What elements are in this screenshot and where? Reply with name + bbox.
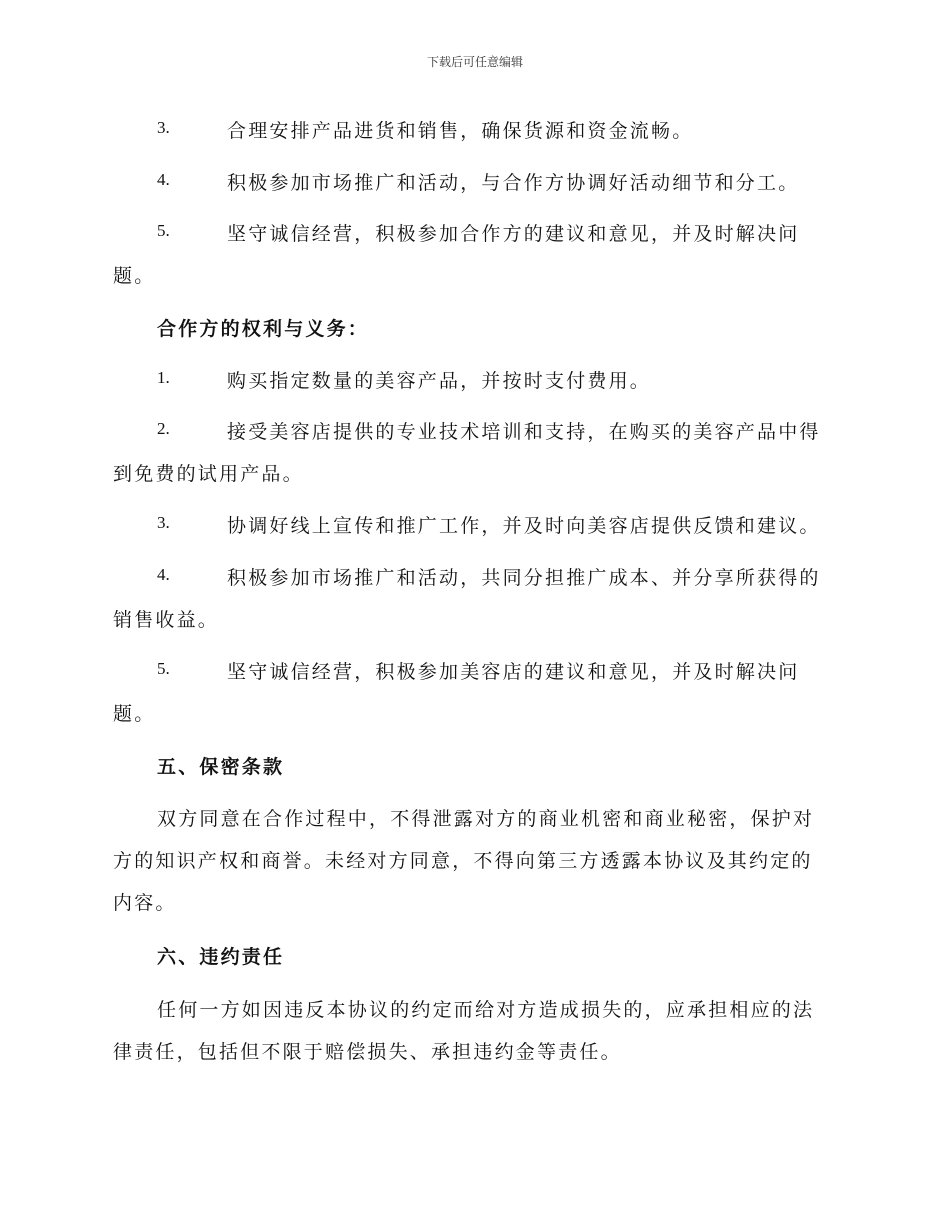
list-item-number: 1. — [157, 368, 170, 387]
list-item-text: 购买指定数量的美容产品，并按时支付费用。 — [227, 370, 652, 392]
list-item-text: 协调好线上宣传和推广工作，并及时向美容店提供反馈和建议。 — [227, 515, 821, 537]
list-item-text: 合理安排产品进货和销售，确保货源和资金流畅。 — [227, 120, 694, 142]
list-item-text: 接受美容店提供的专业技术培训和支持，在购买的美容产品中得 — [227, 421, 821, 443]
section-heading-breach: 六、违约责任 — [157, 946, 285, 968]
section-heading-confidentiality: 五、保密条款 — [157, 756, 285, 778]
list-item-text: 积极参加市场推广和活动，共同分担推广成本、并分享所获得的 — [227, 567, 821, 589]
paragraph-line: 律责任，包括但不限于赔偿损失、承担违约金等责任。 — [113, 1041, 622, 1063]
list-item-number: 4. — [157, 170, 170, 189]
list-item-text-continued: 销售收益。 — [113, 609, 220, 631]
list-item-number: 5. — [157, 221, 170, 240]
list-item-number: 4. — [157, 565, 170, 584]
list-item-text: 积极参加市场推广和活动，与合作方协调好活动细节和分工。 — [227, 172, 800, 194]
list-item-number: 3. — [157, 118, 170, 137]
paragraph-line: 双方同意在合作过程中，不得泄露对方的商业机密和商业秘密，保护对 — [157, 808, 815, 830]
page-header: 下载后可任意编辑 — [426, 55, 523, 69]
section-heading-partner: 合作方的权利与义务： — [157, 318, 370, 340]
list-item-text-continued: 到免费的试用产品。 — [113, 463, 304, 485]
paragraph-line: 内容。 — [113, 892, 177, 914]
list-item-text: 坚守诚信经营，积极参加合作方的建议和意见，并及时解决问 — [227, 223, 800, 245]
list-item-text-continued: 题。 — [113, 703, 156, 725]
list-item-number: 2. — [157, 419, 170, 438]
list-item-text-continued: 题。 — [113, 265, 156, 287]
list-item-number: 3. — [157, 513, 170, 532]
paragraph-line: 任何一方如因违反本协议的约定而给对方造成损失的，应承担相应的法 — [157, 999, 815, 1021]
list-item-text: 坚守诚信经营，积极参加美容店的建议和意见，并及时解决问 — [227, 661, 800, 683]
paragraph-line: 方的知识产权和商誉。未经对方同意，不得向第三方透露本协议及其约定的 — [113, 850, 813, 872]
list-item-number: 5. — [157, 659, 170, 678]
